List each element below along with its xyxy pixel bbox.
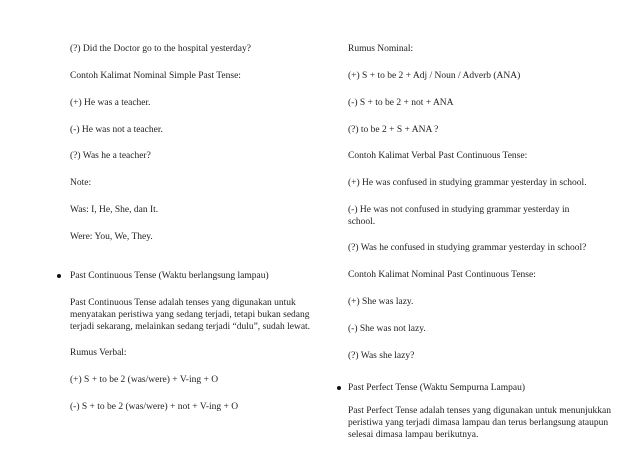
paragraph: Past Perfect Tense adalah tenses yang digunakan untuk menunjukkan peristiwa yang terjadi dimasa lampau dan terus berlangsung ataupun selesai dimasa lampau berikutnya. xyxy=(348,406,611,441)
text-line: (+) S + to be 2 + Adj / Noun / Adverb (ANA) xyxy=(348,70,521,81)
bullet-icon xyxy=(337,386,341,390)
section-title: Past Continuous Tense (Waktu berlangsung lampau) xyxy=(70,271,269,282)
text-line: Contoh Kalimat Nominal Simple Past Tense: xyxy=(70,70,241,81)
rumus-label: Rumus Verbal: xyxy=(70,347,127,358)
text-line: (-) He was not a teacher. xyxy=(70,124,163,135)
text-line: (-) S + to be 2 + not + ANA xyxy=(348,97,454,108)
text-line: Was: I, He, She, dan It. xyxy=(70,205,159,216)
bullet-icon xyxy=(57,274,61,278)
text-line: Contoh Kalimat Nominal Past Continuous Tense: xyxy=(348,270,536,281)
text-line: (+) He was a teacher. xyxy=(70,97,151,108)
formula-positive: (+) S + to be 2 (was/were) + V-ing + O xyxy=(70,374,219,385)
text-line: (?) Was he a teacher? xyxy=(70,151,151,162)
text-line: (+) He was confused in studying grammar yesterday in school. xyxy=(348,178,587,189)
text-line: (?) Was she lazy? xyxy=(348,350,415,361)
text-line: (-) He was not confused in studying grammar yesterday in xyxy=(348,205,570,216)
formula-negative: (-) S + to be 2 (was/were) + not + V-ing + O xyxy=(70,401,239,412)
text-line: Note: xyxy=(70,178,92,189)
text-line: (?) Was he confused in studying grammar yesterday in school? xyxy=(348,243,587,254)
section-title: Past Perfect Tense (Waktu Sempurna Lampau) xyxy=(348,383,525,394)
text-line: (+) She was lazy. xyxy=(348,297,414,308)
text-line: Contoh Kalimat Verbal Past Continuous Tense: xyxy=(348,151,528,162)
text-line: Were: You, We, They. xyxy=(70,231,153,242)
text-line: (-) She was not lazy. xyxy=(348,324,426,334)
paragraph: Past Continuous Tense adalah tenses yang digunakan untuk menyatakan peristiwa yang sedang terjadi, tetapi bukan sedang terjadi sekarang, melainkan sedang terjadi “dulu”, sudah lewat. xyxy=(70,298,311,333)
text-line: (?) to be 2 + S + ANA ? xyxy=(348,124,439,135)
text-line: Rumus Nominal: xyxy=(348,44,414,54)
text-line: (?) Did the Doctor go to the hospital yesterday? xyxy=(70,44,251,54)
text-line: school. xyxy=(348,216,376,227)
